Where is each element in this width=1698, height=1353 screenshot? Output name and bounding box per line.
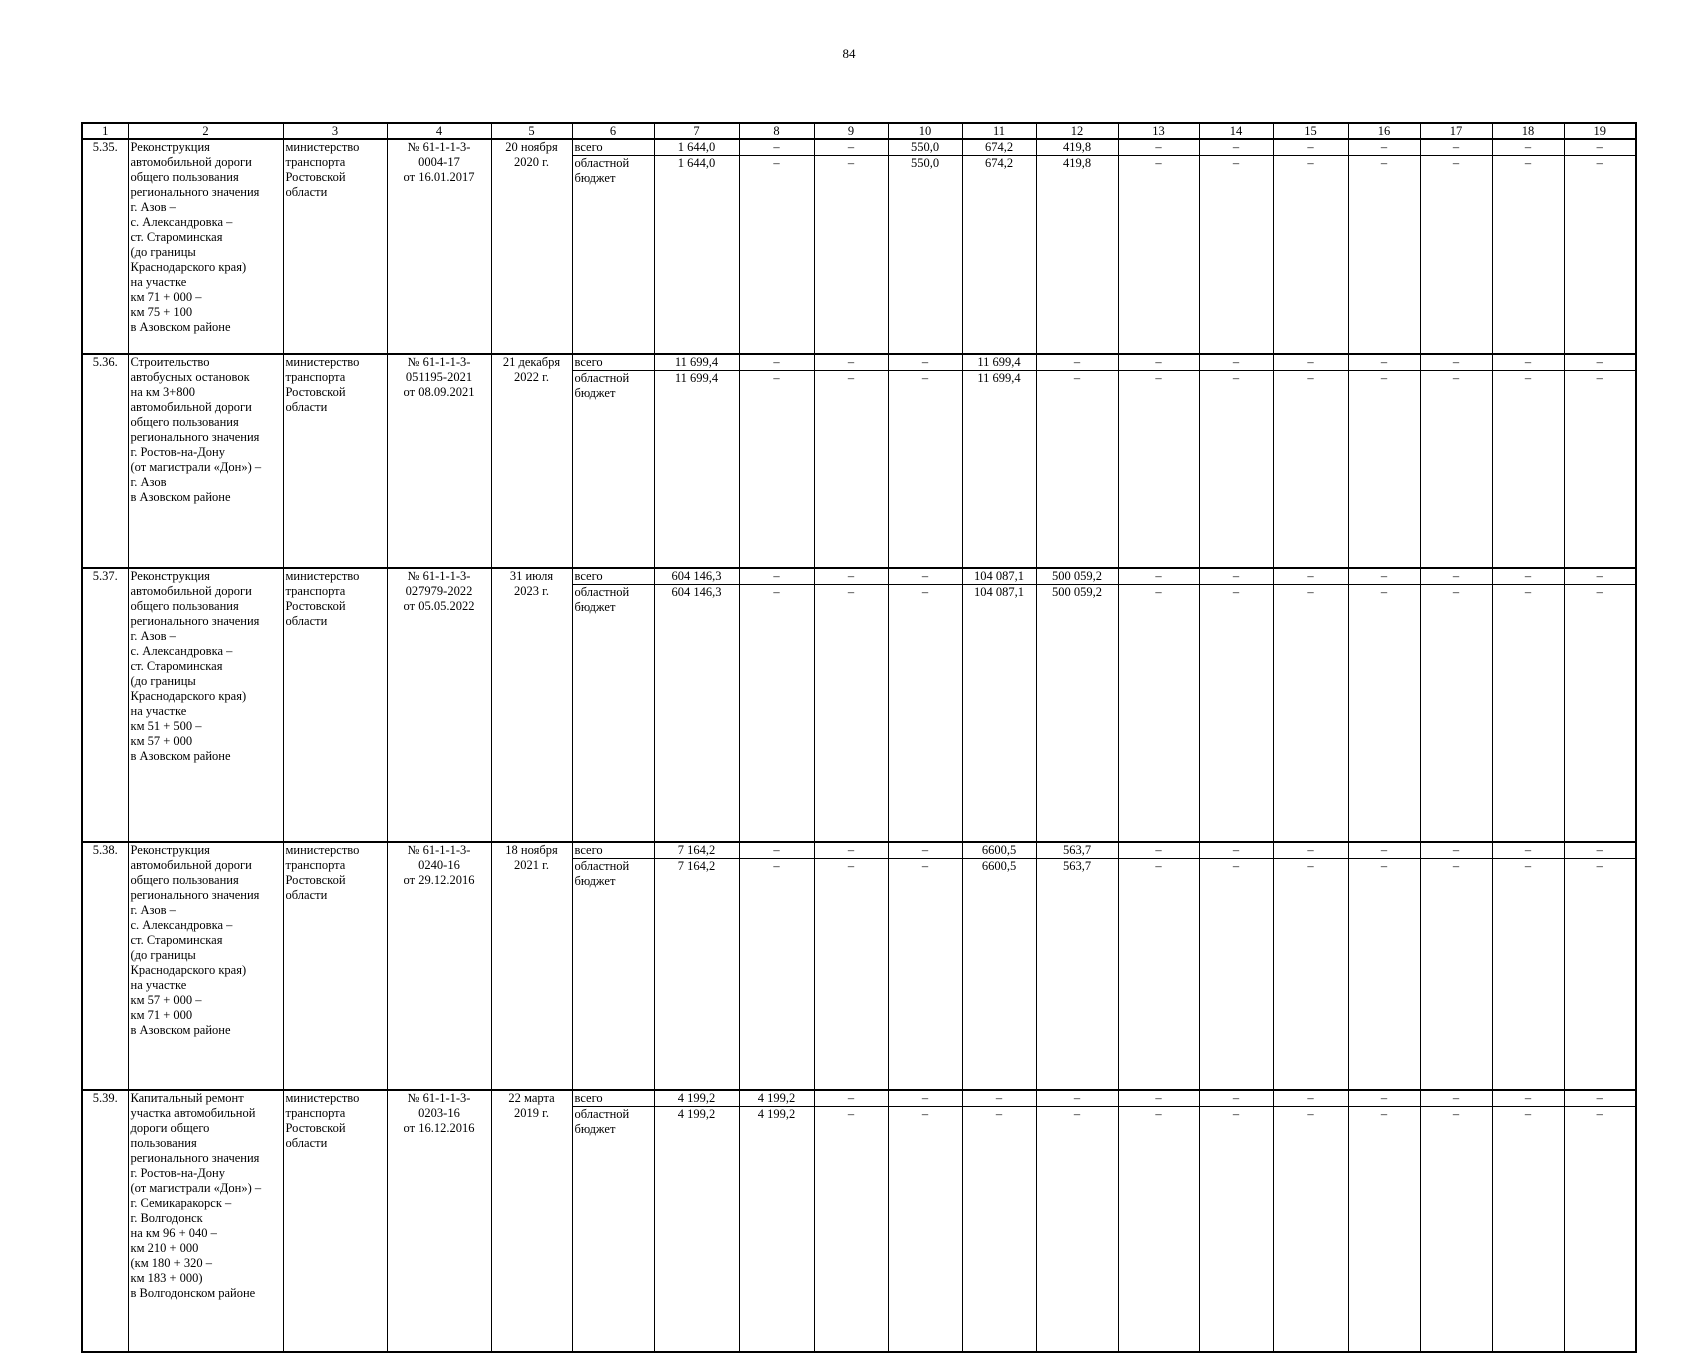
value-cell-18: – — [1492, 1090, 1564, 1107]
row-number: 5.37. — [82, 568, 128, 842]
value-cell-12: 419,8 — [1036, 139, 1118, 156]
value-cell-15: – — [1273, 1107, 1348, 1353]
funding-source-total: всего — [572, 568, 654, 585]
value-cell-12: 500 059,2 — [1036, 568, 1118, 585]
funding-source-regional: областной бюджет — [572, 585, 654, 843]
value-cell-18: – — [1492, 156, 1564, 355]
value-cell-14: – — [1199, 859, 1273, 1091]
column-header-6: 6 — [572, 123, 654, 139]
value-cell-11: 674,2 — [962, 156, 1036, 355]
expertise-document: № 61-1-1-3- 027979-2022 от 05.05.2022 — [387, 568, 491, 842]
table-row — [82, 354, 1636, 371]
row-number: 5.35. — [82, 139, 128, 354]
value-cell-10: 550,0 — [888, 156, 962, 355]
value-cell-12: 563,7 — [1036, 859, 1118, 1091]
column-header-13: 13 — [1118, 123, 1199, 139]
value-cell-10: – — [888, 371, 962, 569]
value-cell-15: – — [1273, 371, 1348, 569]
value-cell-14: – — [1199, 1107, 1273, 1353]
page-number: 84 — [842, 46, 856, 61]
value-cell-8: – — [739, 568, 814, 585]
value-cell-10: – — [888, 354, 962, 371]
value-cell-19: – — [1564, 859, 1636, 1091]
value-cell-19: – — [1564, 1107, 1636, 1353]
expertise-document: № 61-1-1-3- 0240-16 от 29.12.2016 — [387, 842, 491, 1090]
value-cell-7: 604 146,3 — [654, 585, 739, 843]
value-cell-16: – — [1348, 568, 1420, 585]
value-cell-7: 1 644,0 — [654, 156, 739, 355]
column-header-1: 1 — [82, 123, 128, 139]
expertise-document: № 61-1-1-3- 0004-17 от 16.01.2017 — [387, 139, 491, 354]
value-cell-8: 4 199,2 — [739, 1107, 814, 1353]
value-cell-9: – — [814, 354, 888, 371]
responsible-organization: министерство транспорта Ростовской области — [283, 1090, 387, 1352]
value-cell-13: – — [1118, 354, 1199, 371]
column-header-12: 12 — [1036, 123, 1118, 139]
funding-source-total: всего — [572, 354, 654, 371]
value-cell-13: – — [1118, 156, 1199, 355]
value-cell-8: 4 199,2 — [739, 1090, 814, 1107]
value-cell-13: – — [1118, 1107, 1199, 1353]
column-header-10: 10 — [888, 123, 962, 139]
value-cell-19: – — [1564, 354, 1636, 371]
value-cell-18: – — [1492, 585, 1564, 843]
value-cell-16: – — [1348, 156, 1420, 355]
table-row — [82, 1090, 1636, 1107]
value-cell-13: – — [1118, 1090, 1199, 1107]
value-cell-11: 104 087,1 — [962, 568, 1036, 585]
column-header-5: 5 — [491, 123, 572, 139]
value-cell-11: 11 699,4 — [962, 371, 1036, 569]
value-cell-8: – — [739, 859, 814, 1091]
value-cell-19: – — [1564, 139, 1636, 156]
value-cell-13: – — [1118, 568, 1199, 585]
value-cell-16: – — [1348, 354, 1420, 371]
value-cell-9: – — [814, 1090, 888, 1107]
value-cell-10: 550,0 — [888, 139, 962, 156]
value-cell-19: – — [1564, 371, 1636, 569]
table-row — [82, 842, 1636, 859]
value-cell-11: 11 699,4 — [962, 354, 1036, 371]
value-cell-18: – — [1492, 354, 1564, 371]
column-header-17: 17 — [1420, 123, 1492, 139]
value-cell-12: – — [1036, 371, 1118, 569]
value-cell-10: – — [888, 1090, 962, 1107]
value-cell-19: – — [1564, 585, 1636, 843]
column-header-14: 14 — [1199, 123, 1273, 139]
value-cell-9: – — [814, 371, 888, 569]
value-cell-7: 7 164,2 — [654, 859, 739, 1091]
responsible-organization: министерство транспорта Ростовской области — [283, 139, 387, 354]
object-name: Капитальный ремонт участка автомобильной дороги общего пользования регионального значения г. Ростов-на-Дону (от магистрали «Дон») – г. Семикаракорск – г. Волгодонск на км 96 + 040 – км 210 + 000 (км 180 + 320 – км 183 + 000) в Волгодонском районе — [128, 1090, 283, 1352]
value-cell-14: – — [1199, 371, 1273, 569]
funding-source-total: всего — [572, 139, 654, 156]
value-cell-9: – — [814, 842, 888, 859]
completion-date: 31 июля 2023 г. — [491, 568, 572, 842]
value-cell-7: 11 699,4 — [654, 354, 739, 371]
value-cell-10: – — [888, 1107, 962, 1353]
value-cell-9: – — [814, 585, 888, 843]
value-cell-16: – — [1348, 842, 1420, 859]
value-cell-14: – — [1199, 1090, 1273, 1107]
value-cell-18: – — [1492, 859, 1564, 1091]
value-cell-7: 11 699,4 — [654, 371, 739, 569]
value-cell-18: – — [1492, 568, 1564, 585]
row-number: 5.39. — [82, 1090, 128, 1352]
value-cell-16: – — [1348, 1107, 1420, 1353]
value-cell-17: – — [1420, 568, 1492, 585]
row-number: 5.36. — [82, 354, 128, 568]
value-cell-8: – — [739, 842, 814, 859]
column-header-4: 4 — [387, 123, 491, 139]
value-cell-15: – — [1273, 859, 1348, 1091]
funding-source-total: всего — [572, 842, 654, 859]
value-cell-17: – — [1420, 585, 1492, 843]
value-cell-10: – — [888, 859, 962, 1091]
value-cell-14: – — [1199, 842, 1273, 859]
column-header-2: 2 — [128, 123, 283, 139]
value-cell-18: – — [1492, 139, 1564, 156]
responsible-organization: министерство транспорта Ростовской области — [283, 354, 387, 568]
value-cell-12: 419,8 — [1036, 156, 1118, 355]
value-cell-16: – — [1348, 371, 1420, 569]
value-cell-15: – — [1273, 568, 1348, 585]
object-name: Реконструкция автомобильной дороги общего пользования регионального значения г. Азов – с. Александровка – ст. Староминская (до границы Краснодарского края) на участке км 51 + 500 – км 57 + 000 в Азовском районе — [128, 568, 283, 842]
value-cell-10: – — [888, 842, 962, 859]
column-header-18: 18 — [1492, 123, 1564, 139]
value-cell-7: 7 164,2 — [654, 842, 739, 859]
value-cell-12: – — [1036, 1090, 1118, 1107]
value-cell-9: – — [814, 156, 888, 355]
column-header-15: 15 — [1273, 123, 1348, 139]
value-cell-13: – — [1118, 139, 1199, 156]
expertise-document: № 61-1-1-3- 0203-16 от 16.12.2016 — [387, 1090, 491, 1352]
column-header-8: 8 — [739, 123, 814, 139]
value-cell-14: – — [1199, 139, 1273, 156]
value-cell-7: 604 146,3 — [654, 568, 739, 585]
column-header-19: 19 — [1564, 123, 1636, 139]
value-cell-11: – — [962, 1090, 1036, 1107]
expertise-document: № 61-1-1-3- 051195-2021 от 08.09.2021 — [387, 354, 491, 568]
value-cell-9: – — [814, 859, 888, 1091]
value-cell-13: – — [1118, 859, 1199, 1091]
funding-source-total: всего — [572, 1090, 654, 1107]
value-cell-8: – — [739, 371, 814, 569]
value-cell-18: – — [1492, 371, 1564, 569]
value-cell-13: – — [1118, 842, 1199, 859]
value-cell-15: – — [1273, 139, 1348, 156]
investment-table — [81, 122, 1637, 1353]
value-cell-12: 563,7 — [1036, 842, 1118, 859]
value-cell-17: – — [1420, 1090, 1492, 1107]
value-cell-17: – — [1420, 156, 1492, 355]
table-body — [82, 123, 1636, 1352]
value-cell-17: – — [1420, 859, 1492, 1091]
value-cell-8: – — [739, 156, 814, 355]
value-cell-19: – — [1564, 156, 1636, 355]
value-cell-16: – — [1348, 859, 1420, 1091]
object-name: Строительство автобусных остановок на км 3+800 автомобильной дороги общего пользования регионального значения г. Ростов-на-Дону (от магистрали «Дон») – г. Азов в Азовском районе — [128, 354, 283, 568]
value-cell-12: – — [1036, 354, 1118, 371]
value-cell-11: 6600,5 — [962, 859, 1036, 1091]
value-cell-18: – — [1492, 1107, 1564, 1353]
value-cell-15: – — [1273, 156, 1348, 355]
value-cell-17: – — [1420, 371, 1492, 569]
value-cell-14: – — [1199, 585, 1273, 843]
column-header-3: 3 — [283, 123, 387, 139]
value-cell-13: – — [1118, 371, 1199, 569]
value-cell-8: – — [739, 585, 814, 843]
value-cell-7: 4 199,2 — [654, 1107, 739, 1353]
value-cell-15: – — [1273, 585, 1348, 843]
completion-date: 20 ноября 2020 г. — [491, 139, 572, 354]
value-cell-9: – — [814, 139, 888, 156]
object-name: Реконструкция автомобильной дороги общего пользования регионального значения г. Азов – с. Александровка – ст. Староминская (до границы Краснодарского края) на участке км 57 + 000 – км 71 + 000 в Азовском районе — [128, 842, 283, 1090]
value-cell-12: – — [1036, 1107, 1118, 1353]
value-cell-10: – — [888, 585, 962, 843]
value-cell-16: – — [1348, 139, 1420, 156]
column-header-16: 16 — [1348, 123, 1420, 139]
row-number: 5.38. — [82, 842, 128, 1090]
value-cell-17: – — [1420, 354, 1492, 371]
value-cell-17: – — [1420, 139, 1492, 156]
value-cell-16: – — [1348, 1090, 1420, 1107]
value-cell-11: – — [962, 1107, 1036, 1353]
value-cell-19: – — [1564, 842, 1636, 859]
value-cell-17: – — [1420, 842, 1492, 859]
funding-source-regional: областной бюджет — [572, 1107, 654, 1353]
value-cell-15: – — [1273, 1090, 1348, 1107]
value-cell-7: 4 199,2 — [654, 1090, 739, 1107]
value-cell-10: – — [888, 568, 962, 585]
value-cell-15: – — [1273, 354, 1348, 371]
value-cell-11: 104 087,1 — [962, 585, 1036, 843]
value-cell-12: 500 059,2 — [1036, 585, 1118, 843]
value-cell-18: – — [1492, 842, 1564, 859]
responsible-organization: министерство транспорта Ростовской области — [283, 842, 387, 1090]
responsible-organization: министерство транспорта Ростовской области — [283, 568, 387, 842]
completion-date: 22 марта 2019 г. — [491, 1090, 572, 1352]
completion-date: 21 декабря 2022 г. — [491, 354, 572, 568]
value-cell-15: – — [1273, 842, 1348, 859]
value-cell-8: – — [739, 354, 814, 371]
value-cell-16: – — [1348, 585, 1420, 843]
value-cell-7: 1 644,0 — [654, 139, 739, 156]
value-cell-17: – — [1420, 1107, 1492, 1353]
column-header-7: 7 — [654, 123, 739, 139]
value-cell-14: – — [1199, 568, 1273, 585]
column-header-11: 11 — [962, 123, 1036, 139]
value-cell-9: – — [814, 1107, 888, 1353]
column-header-9: 9 — [814, 123, 888, 139]
value-cell-14: – — [1199, 354, 1273, 371]
value-cell-11: 6600,5 — [962, 842, 1036, 859]
value-cell-8: – — [739, 139, 814, 156]
value-cell-9: – — [814, 568, 888, 585]
value-cell-11: 674,2 — [962, 139, 1036, 156]
column-number-header-row — [82, 123, 1636, 139]
value-cell-19: – — [1564, 568, 1636, 585]
value-cell-19: – — [1564, 1090, 1636, 1107]
funding-source-regional: областной бюджет — [572, 371, 654, 569]
funding-source-regional: областной бюджет — [572, 156, 654, 355]
completion-date: 18 ноября 2021 г. — [491, 842, 572, 1090]
value-cell-13: – — [1118, 585, 1199, 843]
table-row — [82, 568, 1636, 585]
table-row — [82, 139, 1636, 156]
funding-source-regional: областной бюджет — [572, 859, 654, 1091]
value-cell-14: – — [1199, 156, 1273, 355]
object-name: Реконструкция автомобильной дороги общего пользования регионального значения г. Азов – с. Александровка – ст. Староминская (до границы Краснодарского края) на участке км 71 + 000 – км 75 + 100 в Азовском районе — [128, 139, 283, 354]
